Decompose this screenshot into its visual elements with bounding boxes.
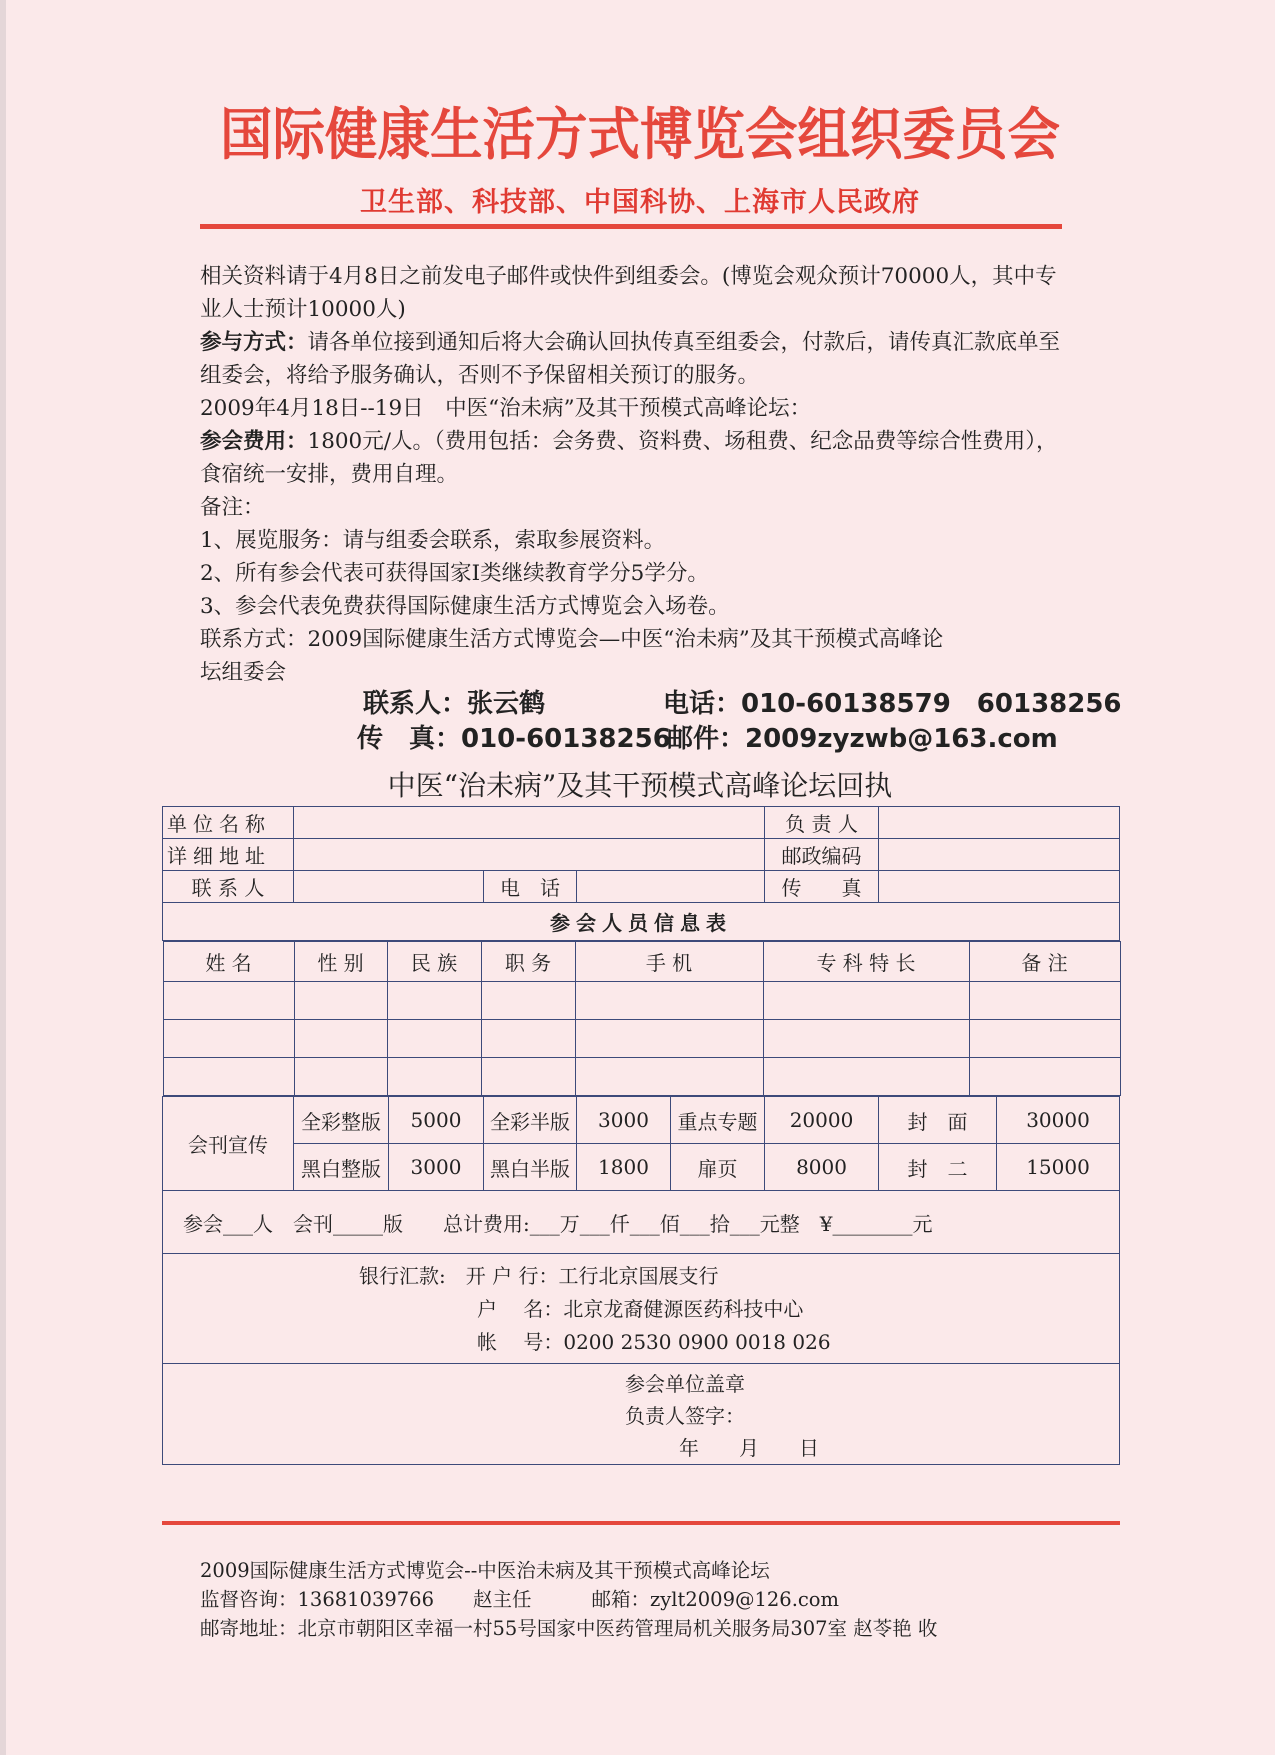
header-ethnicity: 民 族 xyxy=(387,942,481,982)
note-item: 2、所有参会代表可获得国家Ⅰ类继续教育学分5学分。 xyxy=(200,561,709,586)
header-mobile: 手 机 xyxy=(575,942,763,982)
svg-text:国际健康生活方式博览会组织委员会: 国际健康生活方式博览会组织委员会 xyxy=(220,103,1060,168)
ad-price: 3000 xyxy=(389,1144,484,1191)
note-item: 1、展览服务：请与组委会联系，索取参展资料。 xyxy=(200,528,666,553)
contact-label: 联 系 人 xyxy=(163,871,294,903)
attendee-cell[interactable] xyxy=(481,1020,575,1058)
totals-line[interactable]: 参会___人 会刊_____版 总计费用:___万___仟___佰___拾___元整 ¥________元 xyxy=(163,1191,1120,1254)
account-number: 帐 号：0200 2530 0900 0018 026 xyxy=(477,1330,831,1354)
ad-price: 15000 xyxy=(997,1144,1120,1191)
attendee-cell[interactable] xyxy=(481,1058,575,1096)
contact-field[interactable] xyxy=(294,871,484,903)
ad-price: 20000 xyxy=(765,1097,879,1144)
account-name: 户 名：北京龙裔健源医药科技中心 xyxy=(477,1297,804,1321)
forum-date: 2009年4月18日--19日 中医“治未病”及其干预模式高峰论坛： xyxy=(200,396,812,421)
contact-email: 邮件：2009zyzwb@163.com xyxy=(667,724,1058,754)
header-remarks: 备 注 xyxy=(969,942,1120,982)
ad-price: 30000 xyxy=(997,1097,1120,1144)
signature-area[interactable] xyxy=(163,1364,1120,1465)
ad-price: 1800 xyxy=(577,1144,671,1191)
participation-paragraph: 参与方式：请各单位接到通知后将大会确认回执传真至组委会，付款后，请传真汇款底单至组委会，将给予服务确认，否则不予保留相关预订的服务。 xyxy=(200,330,1061,388)
attendee-cell[interactable] xyxy=(763,1058,969,1096)
letterhead-title xyxy=(205,92,1075,178)
notice-body xyxy=(200,260,1070,689)
bank-branch: 开 户 行：工行北京国展支行 xyxy=(465,1264,719,1288)
header-rule xyxy=(200,224,1062,229)
attendee-table-wrap xyxy=(163,941,1120,1097)
header-specialty: 专 科 特 长 xyxy=(763,942,969,982)
contact-fax: 传 真：010-60138256 xyxy=(357,724,671,754)
postcode-label: 邮政编码 xyxy=(765,839,879,871)
postcode-field[interactable] xyxy=(879,839,1120,871)
note-label: 备注： xyxy=(200,495,265,520)
contact-person: 联系人：张云鹤 xyxy=(363,689,546,719)
footer-rule xyxy=(162,1521,1120,1525)
ad-type: 黑白半版 xyxy=(484,1144,577,1191)
responsible-field[interactable] xyxy=(879,807,1120,839)
letterhead-subtitle: 卫生部、科技部、中国科协、上海市人民政府 xyxy=(360,187,920,218)
attendee-cell[interactable] xyxy=(294,1020,387,1058)
ad-type: 全彩整版 xyxy=(294,1097,389,1144)
attendee-cell[interactable] xyxy=(294,982,387,1020)
unit-name-field[interactable] xyxy=(294,807,765,839)
receipt-form xyxy=(162,806,1120,1465)
attendee-cell[interactable] xyxy=(969,1020,1120,1058)
phone-field[interactable] xyxy=(577,871,765,903)
attendee-cell[interactable] xyxy=(163,1020,294,1058)
unit-name-label: 单位名称 xyxy=(163,807,294,839)
footer-mailbox: 邮箱：zylt2009@126.com xyxy=(591,1588,840,1611)
intro-paragraph: 相关资料请于4月8日之前发电子邮件或快件到组委会。(博览会观众预计70000人，其中专业人士预计10000人) xyxy=(200,264,1057,322)
attendee-cell[interactable] xyxy=(575,1058,763,1096)
header-gender: 性 别 xyxy=(294,942,387,982)
attendee-cell[interactable] xyxy=(481,982,575,1020)
attendee-cell[interactable] xyxy=(387,982,481,1020)
attendee-cell[interactable] xyxy=(387,1020,481,1058)
ad-type: 封 二 xyxy=(879,1144,997,1191)
bank-label: 银行汇款: xyxy=(359,1264,446,1288)
ad-type: 扉页 xyxy=(671,1144,765,1191)
phone-label: 电 话 xyxy=(484,871,577,903)
fee-paragraph: 参会费用：1800元/人。（费用包括：会务费、资料费、场租费、纪念品费等综合性费用），食宿统一安排，费用自理。 xyxy=(200,429,1058,487)
ad-type: 重点专题 xyxy=(671,1097,765,1144)
bank-info xyxy=(163,1254,1120,1364)
date-label: 年 月 日 xyxy=(679,1436,819,1460)
fax-label: 传 真 xyxy=(765,871,879,903)
footer xyxy=(200,1556,937,1643)
signature-label: 负责人签字： xyxy=(625,1404,745,1428)
fax-field[interactable] xyxy=(879,871,1120,903)
attendee-cell[interactable] xyxy=(294,1058,387,1096)
attendee-cell[interactable] xyxy=(163,982,294,1020)
attendee-cell[interactable] xyxy=(763,982,969,1020)
footer-address: 邮寄地址：北京市朝阳区幸福一村55号国家中医药管理局机关服务局307室 赵苓艳 收 xyxy=(200,1617,938,1640)
attendee-cell[interactable] xyxy=(163,1058,294,1096)
scan-edge xyxy=(0,0,6,1755)
address-field[interactable] xyxy=(294,839,765,871)
attendee-cell[interactable] xyxy=(763,1020,969,1058)
attendee-table xyxy=(163,941,1121,1096)
attendee-cell[interactable] xyxy=(575,1020,763,1058)
contact-intro: 联系方式：2009国际健康生活方式博览会—中医“治未病”及其干预模式高峰论坛组委会 xyxy=(200,627,944,685)
attendee-cell[interactable] xyxy=(969,1058,1120,1096)
attendee-cell[interactable] xyxy=(969,982,1120,1020)
header-position: 职 务 xyxy=(481,942,575,982)
seal-label: 参会单位盖章 xyxy=(625,1372,745,1396)
note-item: 3、参会代表免费获得国际健康生活方式博览会入场卷。 xyxy=(200,594,730,619)
attendee-cell[interactable] xyxy=(575,982,763,1020)
footer-consult: 监督咨询：13681039766 赵主任 xyxy=(200,1588,532,1611)
ad-type: 全彩半版 xyxy=(484,1097,577,1144)
ad-price: 3000 xyxy=(577,1097,671,1144)
attendee-table-title: 参会人员信息表 xyxy=(163,903,1120,941)
ad-price: 8000 xyxy=(765,1144,879,1191)
header-name: 姓 名 xyxy=(163,942,294,982)
ad-price: 5000 xyxy=(389,1097,484,1144)
form-title: 中医“治未病”及其干预模式高峰论坛回执 xyxy=(387,769,893,802)
ad-type: 封 面 xyxy=(879,1097,997,1144)
address-label: 详细地址 xyxy=(163,839,294,871)
footer-event: 2009国际健康生活方式博览会--中医治未病及其干预模式高峰论坛 xyxy=(200,1559,770,1582)
attendee-cell[interactable] xyxy=(387,1058,481,1096)
ad-type: 黑白整版 xyxy=(294,1144,389,1191)
contact-phone: 电话：010-60138579 60138256 xyxy=(663,689,1122,719)
responsible-label: 负 责 人 xyxy=(765,807,879,839)
publicity-label: 会刊宣传 xyxy=(163,1097,294,1191)
